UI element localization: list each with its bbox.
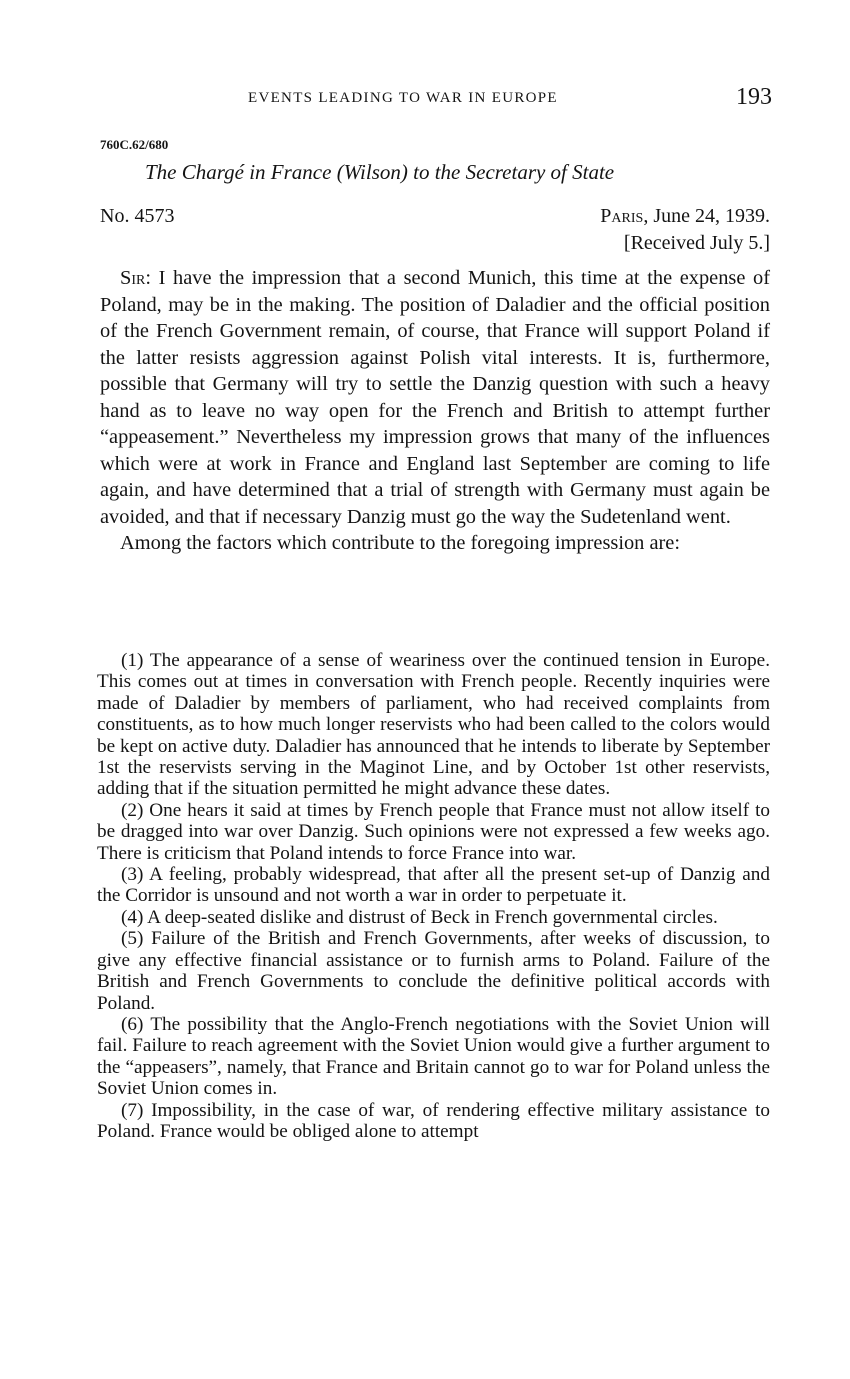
letter-body xyxy=(100,265,770,557)
body-paragraph-1 xyxy=(100,265,770,530)
dateline-date: , June 24, 1939. xyxy=(643,205,770,227)
factor-item: (1) The appearance of a sense of weariness over the continued tension in Europe. This comes out at times in conversation with French people. Recently inquiries were made of Daladier by members of parliament, who had received complaints from constituents, as to how much longer reservists who had been called to the colors would be kept on active duty. Daladier has announced that he intends to liberate by September 1st the reservists serving in the Maginot Line, and by October 1st other reservists, adding that if the situation permitted he might advance these dates. xyxy=(97,650,770,800)
factor-item: (2) One hears it said at times by French people that France must not allow itself to be dragged into war over Danzig. Such opinions were not expressed a few weeks ago. There is criticism that Poland intends to force France into war. xyxy=(97,799,770,864)
factor-item: (5) Failure of the British and French Governments, after weeks of discussion, to give any effective financial assistance or to furnish arms to Poland. Failure of the British and French Governments to conclude the definitive political accords with Poland. xyxy=(97,928,770,1014)
title-part-1: The Chargé in France ( xyxy=(145,160,344,184)
page-number: 193 xyxy=(736,84,772,110)
title-part-2: ) to the Secretary of State xyxy=(400,160,615,184)
dateline xyxy=(600,205,770,228)
despatch-number: No. 4573 xyxy=(100,205,175,227)
file-number: 760C.62/680 xyxy=(100,137,169,152)
received-date: [Received July 5.] xyxy=(623,232,770,254)
title-name: Wilson xyxy=(343,160,401,184)
factors-list xyxy=(97,650,770,1142)
factor-item: (6) The possibility that the Anglo-French negotiations with the Soviet Union will fail. Failure to reach agreement with the Soviet Union would give a further argument to the “appeasers”, namely, that France and Britain cannot go to war for Poland unless the Soviet Union comes in. xyxy=(97,1013,770,1100)
salutation: Sir xyxy=(120,267,146,289)
body-paragraph-2: Among the factors which contribute to the foregoing impression are: xyxy=(120,532,681,554)
paragraph-1-text: : I have the impression that a second Munich, this time at the expense of Poland, may be in the making. The position of Daladier and the official position of the French Government remain, of course, that France will support Poland if the latter resists aggression against Polish vital interests. It is, furthermore, possible that Germany will try to settle the Danzig question with such a heavy hand as to leave no way open for the French and British to attempt further “appeasement.” Nevertheless my impression grows that many of the influences which were at work in France and England last September are coming to life again, and have determined that a trial of strength with Germany must again be avoided, and that if necessary Danzig must go the way the Sudetenland went. xyxy=(100,267,770,528)
dateline-place: Paris xyxy=(600,205,644,227)
factor-item: (3) A feeling, probably widespread, that after all the present set-up of Danzig and the Corridor is unsound and not worth a war in order to perpetuate it. xyxy=(97,864,770,907)
document-title xyxy=(145,160,614,185)
factor-item: (7) Impossibility, in the case of war, of rendering effective military assistance to Poland. France would be obliged alone to attempt xyxy=(97,1099,770,1142)
running-head: EVENTS LEADING TO WAR IN EUROPE xyxy=(248,90,558,106)
factor-item: (4) A deep-seated dislike and distrust of Beck in French governmental circles. xyxy=(121,906,718,928)
